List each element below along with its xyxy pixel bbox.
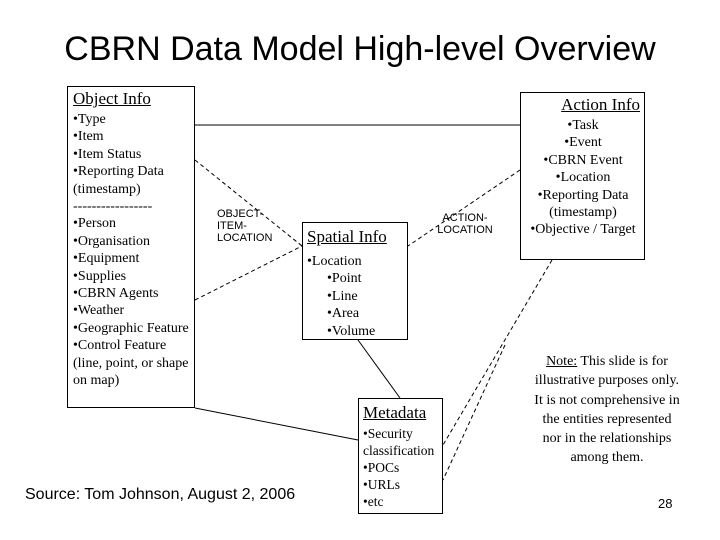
object-info-list-2 — [73, 215, 194, 389]
list-item: • Organisation — [73, 233, 194, 250]
list-item: • Reporting Data (timestamp) — [526, 187, 640, 222]
metadata-list — [363, 425, 442, 510]
list-item: • Type — [73, 111, 194, 128]
list-item: • Geographic Feature — [73, 320, 194, 337]
list-item: • Weather — [73, 302, 194, 319]
metadata-heading: Metadata — [363, 403, 427, 422]
action-info-box — [520, 92, 645, 260]
list-item: • CBRN Agents — [73, 285, 194, 302]
list-item: • etc — [363, 493, 442, 510]
action-metadata-line-lower — [443, 345, 505, 480]
list-item: • Task — [526, 117, 640, 134]
note-text: This slide is for illustrative purposes only. It is not comprehensive in the entities represented nor in the relationships among them. — [534, 354, 680, 466]
list-item: • Location — [307, 253, 407, 270]
list-item: • POCs — [363, 459, 442, 476]
list-item: • Volume — [307, 323, 407, 340]
list-item: • Objective / Target — [526, 221, 640, 238]
list-item: • Area — [307, 305, 407, 322]
object-info-heading: Object Info — [73, 89, 151, 108]
list-item: • Equipment — [73, 250, 194, 267]
source-credit: Source: Tom Johnson, August 2, 2006 — [25, 486, 296, 503]
note-label: Note: — [546, 354, 578, 369]
metadata-box — [358, 398, 443, 514]
spatial-info-box — [302, 222, 408, 340]
object-info-list — [73, 111, 194, 198]
list-item: • Reporting Data (timestamp) — [73, 163, 194, 198]
spatial-info-heading: Spatial Info — [307, 227, 387, 246]
action-info-heading: Action Info — [561, 95, 640, 114]
list-item: • Item — [73, 128, 194, 145]
page-number: 28 — [658, 496, 673, 511]
spatial-info-list — [307, 253, 407, 340]
list-item: • Line — [307, 288, 407, 305]
spatial-metadata-line — [358, 340, 400, 398]
list-item: • Location — [526, 169, 640, 186]
list-item: • URLs — [363, 476, 442, 493]
list-item: • Event — [526, 134, 640, 151]
list-item: • Person — [73, 215, 194, 232]
action-location-label: ACTION-LOCATION — [437, 212, 493, 236]
list-item: • CBRN Event — [526, 152, 640, 169]
object-info-box — [67, 86, 195, 408]
list-item: • Security classification — [363, 425, 442, 459]
object-item-location-label: OBJECT-ITEM-LOCATION — [217, 208, 273, 244]
action-info-list — [526, 117, 640, 239]
list-item: • Control Feature (line, point, or shape on map) — [73, 337, 194, 389]
list-item: • Item Status — [73, 146, 194, 163]
list-item: • Supplies — [73, 268, 194, 285]
object-spatial-line-lower — [195, 246, 302, 300]
object-metadata-line — [195, 408, 358, 440]
object-info-separator: ----------------- — [73, 199, 153, 215]
list-item: • Point — [307, 270, 407, 287]
slide-title: CBRN Data Model High-level Overview — [64, 30, 656, 68]
illustrative-note — [532, 352, 682, 468]
